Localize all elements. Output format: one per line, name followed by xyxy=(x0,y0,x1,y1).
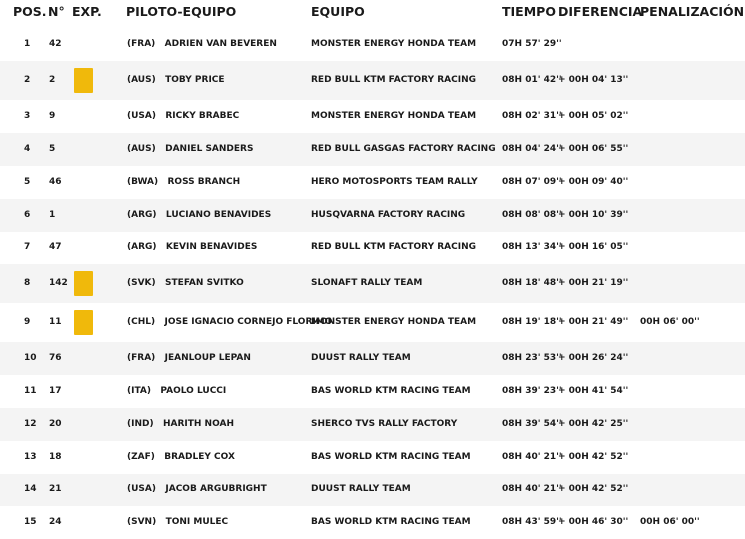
cell-time: 08H 19' 18'' xyxy=(502,316,562,327)
table-header xyxy=(0,0,745,28)
cell-time: 07H 57' 29'' xyxy=(502,38,562,49)
table-row xyxy=(0,264,745,303)
cell-rider: (AUS) DANIEL SANDERS xyxy=(127,143,254,154)
cell-number: 2 xyxy=(49,74,56,85)
cell-time: 08H 39' 23'' xyxy=(502,385,562,396)
cell-rider: (USA) JACOB ARGUBRIGHT xyxy=(127,484,267,494)
cell-time: 08H 18' 48'' xyxy=(502,277,562,288)
cell-time: 08H 08' 08'' xyxy=(502,209,562,220)
header-team: EQUIPO xyxy=(311,4,365,19)
cell-rider: (SVN) TONI MULEC xyxy=(127,516,229,527)
cell-time: 08H 02' 31'' xyxy=(502,110,562,121)
cell-time: 08H 13' 34'' xyxy=(502,242,562,252)
cell-team: DUUST RALLY TEAM xyxy=(311,484,411,494)
cell-time: 08H 23' 53'' xyxy=(502,352,562,363)
cell-team: BAS WORLD KTM RACING TEAM xyxy=(311,516,471,527)
expert-badge-icon xyxy=(74,310,93,335)
expert-badge-icon xyxy=(74,271,93,296)
cell-pos: 13 xyxy=(24,451,37,462)
table-row xyxy=(0,61,745,100)
cell-team: MONSTER ENERGY HONDA TEAM xyxy=(311,38,477,49)
cell-number: 142 xyxy=(49,277,68,288)
cell-gap: + 00H 42' 25'' xyxy=(558,418,629,429)
cell-pos: 14 xyxy=(24,484,37,494)
cell-gap: + 00H 10' 39'' xyxy=(558,209,629,220)
cell-team: MONSTER ENERGY HONDA TEAM xyxy=(311,316,477,327)
cell-gap: + 00H 16' 05'' xyxy=(558,242,629,252)
expert-badge-icon xyxy=(74,68,93,93)
table-row xyxy=(0,474,745,506)
table-row xyxy=(0,303,745,342)
cell-number: 42 xyxy=(49,38,62,49)
table-row xyxy=(0,166,745,199)
cell-rider: (ITA) PAOLO LUCCI xyxy=(127,385,227,396)
cell-pos: 4 xyxy=(24,143,31,154)
cell-time: 08H 01' 42'' xyxy=(502,74,562,85)
cell-team: RED BULL KTM FACTORY RACING xyxy=(311,74,476,85)
header-rider: PILOTO-EQUIPO xyxy=(126,4,237,19)
table-row xyxy=(0,375,745,408)
cell-rider: (BWA) ROSS BRANCH xyxy=(127,176,241,187)
cell-team: SLONAFT RALLY TEAM xyxy=(311,277,423,288)
cell-gap: + 00H 26' 24'' xyxy=(558,352,629,363)
cell-gap: + 00H 21' 19'' xyxy=(558,277,629,288)
header-gap: DIFERENCIA xyxy=(558,4,643,19)
cell-rider: (AUS) TOBY PRICE xyxy=(127,74,225,85)
cell-rider: (ARG) LUCIANO BENAVIDES xyxy=(127,209,272,220)
header-pos: POS. xyxy=(13,4,47,19)
cell-pos: 10 xyxy=(24,352,37,363)
cell-time: 08H 04' 24'' xyxy=(502,143,562,154)
cell-penalty: 00H 06' 00'' xyxy=(640,316,700,327)
cell-team: MONSTER ENERGY HONDA TEAM xyxy=(311,110,477,121)
table-row xyxy=(0,441,745,474)
header-number: N° xyxy=(48,4,65,19)
cell-pos: 6 xyxy=(24,209,31,220)
cell-pos: 1 xyxy=(24,38,31,49)
cell-team: BAS WORLD KTM RACING TEAM xyxy=(311,385,471,396)
cell-number: 17 xyxy=(49,385,62,396)
cell-team: HERO MOTOSPORTS TEAM RALLY xyxy=(311,176,478,187)
table-row xyxy=(0,199,745,232)
cell-number: 11 xyxy=(49,316,62,327)
cell-time: 08H 40' 21'' xyxy=(502,484,562,494)
cell-number: 1 xyxy=(49,209,56,220)
cell-team: SHERCO TVS RALLY FACTORY xyxy=(311,418,458,429)
table-row xyxy=(0,100,745,133)
table-row xyxy=(0,232,745,264)
cell-pos: 12 xyxy=(24,418,37,429)
cell-number: 24 xyxy=(49,516,62,527)
cell-penalty: 00H 06' 00'' xyxy=(640,516,700,527)
cell-number: 9 xyxy=(49,110,56,121)
cell-pos: 9 xyxy=(24,316,31,327)
cell-gap: + 00H 05' 02'' xyxy=(558,110,629,121)
table-row xyxy=(0,408,745,441)
cell-pos: 11 xyxy=(24,385,37,396)
cell-rider: (FRA) JEANLOUP LEPAN xyxy=(127,352,251,363)
cell-number: 20 xyxy=(49,418,62,429)
header-penalty: PENALIZACIÓN xyxy=(640,4,745,19)
cell-gap: + 00H 04' 13'' xyxy=(558,74,629,85)
cell-rider: (CHL) JOSE IGNACIO CORNEJO FLORIMO xyxy=(127,316,333,327)
cell-number: 76 xyxy=(49,352,62,363)
cell-team: RED BULL KTM FACTORY RACING xyxy=(311,242,476,252)
cell-gap: + 00H 46' 30'' xyxy=(558,516,629,527)
cell-number: 46 xyxy=(49,176,62,187)
cell-number: 5 xyxy=(49,143,56,154)
cell-rider: (IND) HARITH NOAH xyxy=(127,418,234,429)
cell-team: DUUST RALLY TEAM xyxy=(311,352,411,363)
cell-pos: 7 xyxy=(24,242,31,252)
cell-gap: + 00H 41' 54'' xyxy=(558,385,629,396)
cell-time: 08H 39' 54'' xyxy=(502,418,562,429)
cell-number: 21 xyxy=(49,484,62,494)
cell-gap: + 00H 06' 55'' xyxy=(558,143,629,154)
cell-pos: 5 xyxy=(24,176,31,187)
cell-rider: (FRA) ADRIEN VAN BEVEREN xyxy=(127,38,277,49)
cell-team: HUSQVARNA FACTORY RACING xyxy=(311,209,466,220)
cell-gap: + 00H 21' 49'' xyxy=(558,316,629,327)
cell-time: 08H 43' 59'' xyxy=(502,516,562,527)
table-row xyxy=(0,342,745,375)
cell-rider: (ZAF) BRADLEY COX xyxy=(127,451,235,462)
cell-pos: 15 xyxy=(24,516,37,527)
cell-team: RED BULL GASGAS FACTORY RACING xyxy=(311,143,496,154)
cell-rider: (USA) RICKY BRABEC xyxy=(127,110,240,121)
cell-gap: + 00H 42' 52'' xyxy=(558,484,629,494)
cell-gap: + 00H 42' 52'' xyxy=(558,451,629,462)
cell-pos: 2 xyxy=(24,74,31,85)
cell-number: 47 xyxy=(49,242,62,252)
table-row xyxy=(0,28,745,61)
table-row xyxy=(0,133,745,166)
cell-time: 08H 40' 21'' xyxy=(502,451,562,462)
header-expert: EXP. xyxy=(72,4,102,19)
cell-rider: (ARG) KEVIN BENAVIDES xyxy=(127,242,258,252)
cell-time: 08H 07' 09'' xyxy=(502,176,562,187)
cell-gap: + 00H 09' 40'' xyxy=(558,176,629,187)
cell-rider: (SVK) STEFAN SVITKO xyxy=(127,277,244,288)
table-row xyxy=(0,506,745,539)
cell-team: BAS WORLD KTM RACING TEAM xyxy=(311,451,471,462)
header-time: TIEMPO xyxy=(502,4,556,19)
cell-number: 18 xyxy=(49,451,62,462)
cell-pos: 8 xyxy=(24,277,31,288)
cell-pos: 3 xyxy=(24,110,31,121)
